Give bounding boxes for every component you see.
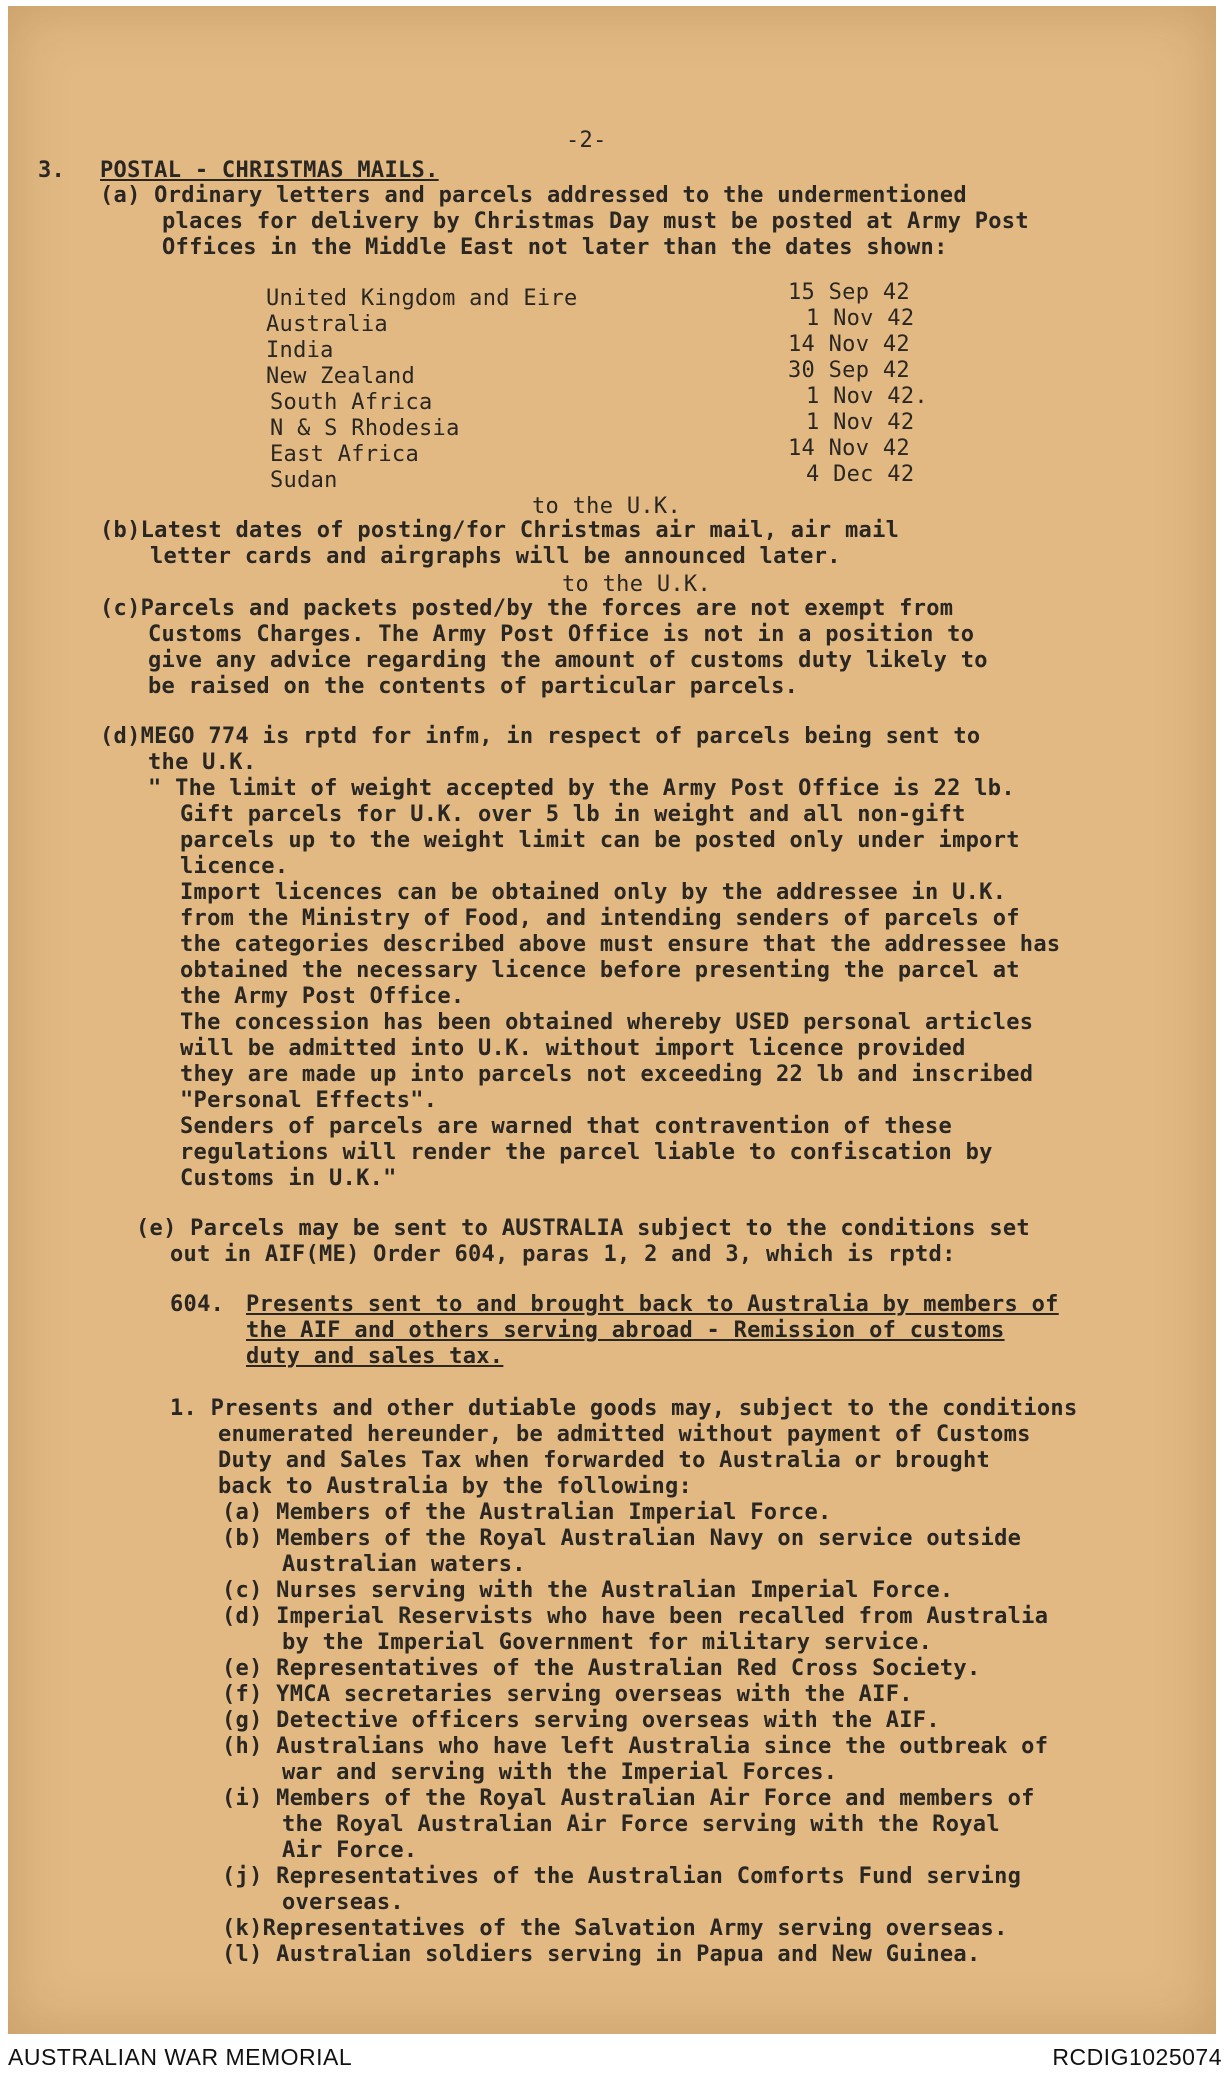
- destination-date: 4 Dec 42: [806, 462, 915, 487]
- para-1-line-4: back to Australia by the following:: [218, 1474, 693, 1499]
- para-1-line-1: 1. Presents and other dutiable goods may, subject to the conditions: [170, 1396, 1078, 1421]
- list-item-continuation: overseas.: [282, 1890, 404, 1915]
- list-item: (g) Detective officers serving overseas with the AIF.: [222, 1708, 940, 1733]
- list-item: (h) Australians who have left Australia since the outbreak of: [222, 1734, 1049, 1759]
- page-number: -2-: [566, 128, 607, 153]
- footer-source: AUSTRALIAN WAR MEMORIAL: [8, 2044, 353, 2070]
- list-item-continuation: Australian waters.: [282, 1552, 526, 1577]
- para-e-line-2: out in AIF(ME) Order 604, paras 1, 2 and 3, which is rptd:: [170, 1242, 956, 1267]
- list-item: (b) Members of the Royal Australian Navy on service outside: [222, 1526, 1022, 1551]
- para-d-line-4: Gift parcels for U.K. over 5 lb in weight and all non-gift: [180, 802, 966, 827]
- para-d-line-13: will be admitted into U.K. without import licence provided: [180, 1036, 966, 1061]
- para-a-line-2: places for delivery by Christmas Day must be posted at Army Post: [162, 209, 1029, 234]
- list-item-continuation: war and serving with the Imperial Forces.: [282, 1760, 838, 1785]
- list-item: (e) Representatives of the Australian Red Cross Society.: [222, 1656, 981, 1681]
- order-604-number: 604.: [170, 1292, 225, 1317]
- list-item: (l) Australian soldiers serving in Papua and New Guinea.: [222, 1942, 981, 1967]
- para-e-line-1: (e) Parcels may be sent to AUSTRALIA subject to the conditions set: [136, 1216, 1030, 1241]
- para-d-line-16: Senders of parcels are warned that contravention of these: [180, 1114, 953, 1139]
- destination-date: 15 Sep 42: [788, 280, 910, 305]
- destination-date: 1 Nov 42: [806, 306, 915, 331]
- order-604-title-line-2: the AIF and others serving abroad - Remission of customs: [246, 1318, 1005, 1343]
- destination-place: United Kingdom and Eire: [266, 286, 578, 311]
- list-item: (j) Representatives of the Australian Comforts Fund serving: [222, 1864, 1022, 1889]
- destination-place: N & S Rhodesia: [270, 416, 460, 441]
- para-d-line-1: (d)MEGO 774 is rptd for infm, in respect of parcels being sent to: [100, 724, 981, 749]
- para-c-line-2: Customs Charges. The Army Post Office is not in a position to: [148, 622, 975, 647]
- order-604-title-line-1: Presents sent to and brought back to Australia by members of: [246, 1292, 1059, 1317]
- destination-place: South Africa: [270, 390, 433, 415]
- para-d-line-10: obtained the necessary licence before presenting the parcel at: [180, 958, 1020, 983]
- para-1-line-3: Duty and Sales Tax when forwarded to Australia or brought: [218, 1448, 991, 1473]
- para-d-line-5: parcels up to the weight limit can be posted only under import: [180, 828, 1020, 853]
- list-item: (f) YMCA secretaries serving overseas with the AIF.: [222, 1682, 913, 1707]
- list-item-continuation: by the Imperial Government for military service.: [282, 1630, 933, 1655]
- list-item: (k)Representatives of the Salvation Army serving overseas.: [222, 1916, 1008, 1941]
- destination-date: 30 Sep 42: [788, 358, 910, 383]
- para-c-line-1: (c)Parcels and packets posted/by the forces are not exempt from: [100, 596, 954, 621]
- para-a-line-1: (a) Ordinary letters and parcels addressed to the undermentioned: [100, 183, 967, 208]
- para-c-insert: to the U.K.: [562, 572, 711, 597]
- list-item-continuation: Air Force.: [282, 1838, 418, 1863]
- para-a-line-3: Offices in the Middle East not later than the dates shown:: [162, 235, 948, 260]
- para-d-line-15: "Personal Effects".: [180, 1088, 438, 1113]
- para-c-line-3: give any advice regarding the amount of customs duty likely to: [148, 648, 988, 673]
- destination-date: 1 Nov 42.: [806, 384, 928, 409]
- para-d-line-9: the categories described above must ensure that the addressee has: [180, 932, 1061, 957]
- list-item: (a) Members of the Australian Imperial Force.: [222, 1500, 832, 1525]
- destination-date: 14 Nov 42: [788, 436, 910, 461]
- destination-place: Australia: [266, 312, 388, 337]
- order-604-title-line-3: duty and sales tax.: [246, 1344, 504, 1369]
- para-d-line-12: The concession has been obtained whereby USED personal articles: [180, 1010, 1034, 1035]
- list-item: (i) Members of the Royal Australian Air Force and members of: [222, 1786, 1035, 1811]
- para-d-line-6: licence.: [180, 854, 289, 879]
- para-b-line-2: letter cards and airgraphs will be announced later.: [150, 544, 841, 569]
- destination-place: India: [266, 338, 334, 363]
- footer-id: RCDIG1025074: [1052, 2044, 1222, 2070]
- section-heading: POSTAL - CHRISTMAS MAILS.: [100, 158, 439, 183]
- destination-place: New Zealand: [266, 364, 415, 389]
- destination-place: Sudan: [270, 468, 338, 493]
- para-d-line-18: Customs in U.K.": [180, 1166, 397, 1191]
- list-item: (c) Nurses serving with the Australian Imperial Force.: [222, 1578, 954, 1603]
- para-d-line-8: from the Ministry of Food, and intending senders of parcels of: [180, 906, 1020, 931]
- destination-date: 1 Nov 42: [806, 410, 915, 435]
- para-b-line-1: (b)Latest dates of posting/for Christmas air mail, air mail: [100, 518, 900, 543]
- para-d-line-2: the U.K.: [148, 750, 257, 775]
- para-d-line-17: regulations will render the parcel liable to confiscation by: [180, 1140, 993, 1165]
- list-item-continuation: the Royal Australian Air Force serving with the Royal: [282, 1812, 1000, 1837]
- para-d-line-7: Import licences can be obtained only by the addressee in U.K.: [180, 880, 1007, 905]
- para-d-line-14: they are made up into parcels not exceeding 22 lb and inscribed: [180, 1062, 1034, 1087]
- list-item: (d) Imperial Reservists who have been recalled from Australia: [222, 1604, 1049, 1629]
- para-b-insert: to the U.K.: [532, 494, 681, 519]
- section-number: 3.: [38, 158, 66, 183]
- destination-date: 14 Nov 42: [788, 332, 910, 357]
- para-d-line-11: the Army Post Office.: [180, 984, 465, 1009]
- para-c-line-4: be raised on the contents of particular parcels.: [148, 674, 799, 699]
- destination-place: East Africa: [270, 442, 419, 467]
- para-d-line-3: " The limit of weight accepted by the Army Post Office is 22 lb.: [148, 776, 1015, 801]
- para-1-line-2: enumerated hereunder, be admitted without payment of Customs: [218, 1422, 1031, 1447]
